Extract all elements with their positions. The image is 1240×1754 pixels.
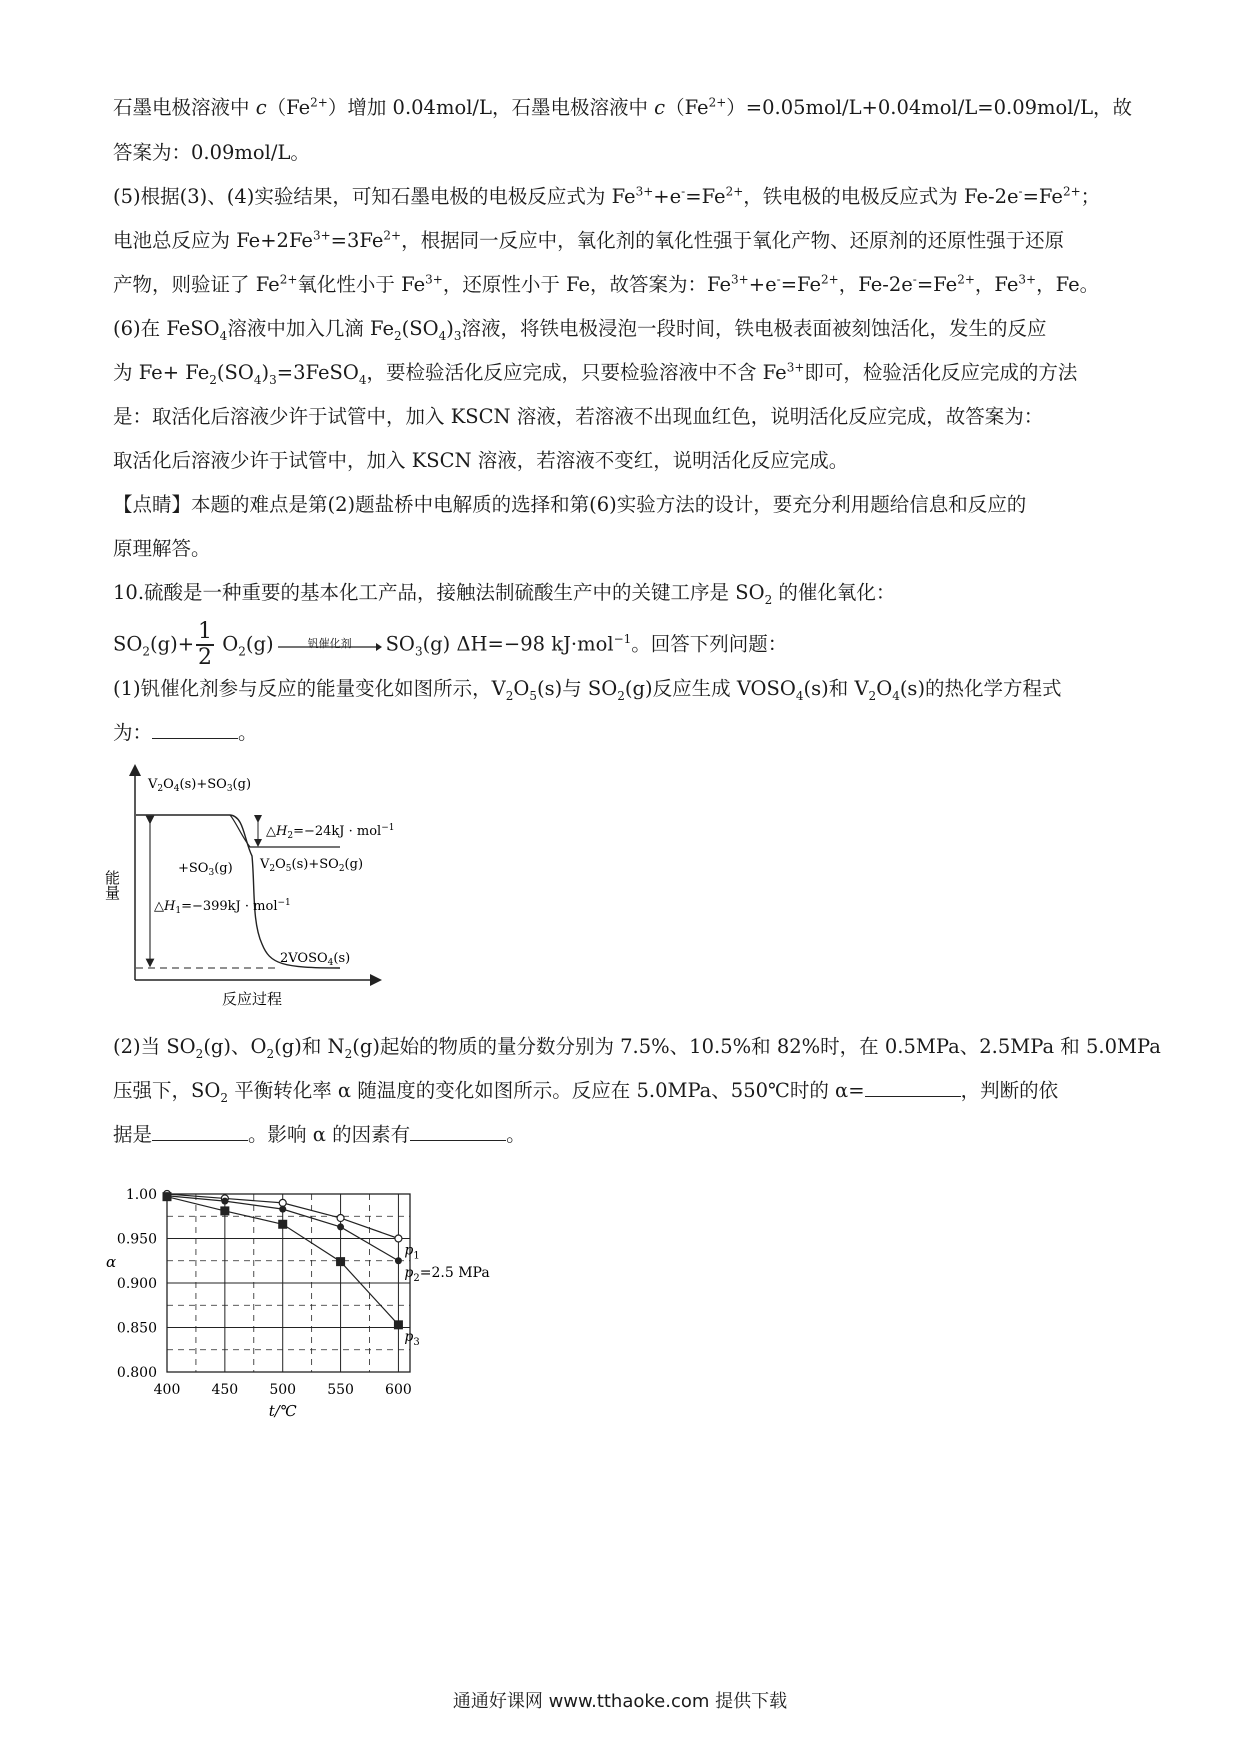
dh1-label: $\triangle H_1=-399kJ \cdot mol^{-1}$ [154, 898, 291, 916]
para-line-6: (6)在 FeSO$_4$溶液中加入几滴 $Fe_2(SO_4)_3$溶液，将铁电极浸泡一段时间，铁电极表面被刻蚀活化，发生的反应 [113, 317, 1047, 343]
data-point-p2=2.5 MPa [337, 1223, 344, 1230]
y-tick-label: 0.800 [116, 1365, 157, 1381]
fraction-one-half: $\frac{1}{2}$ [198, 619, 213, 670]
energy-diagram [103, 762, 400, 1032]
answer-blank-basis[interactable] [152, 1122, 248, 1141]
y-tick-label: 1.00 [125, 1187, 157, 1203]
x-tick-label: 600 [385, 1382, 412, 1398]
mid-species-label: $V_2O_5(s)+SO_2(g)$ [260, 857, 364, 874]
para-line-4: 电池总反应为 $Fe+2Fe^{3+}=3Fe^{2+}$，根据同一反应中，氧化剂的氧化性强于氧化产物、还原剂的还原性强于还原 [113, 228, 1065, 252]
question-2-line-3: 据是 。影响 α 的因素有 。 [113, 1123, 526, 1146]
x-axis-label: t/℃ [268, 1402, 297, 1420]
data-point-p1 [337, 1215, 344, 1222]
data-point-p2=2.5 MPa [279, 1206, 286, 1213]
y-tick-label: 0.900 [116, 1276, 157, 1292]
top-species-label: $V_2O_4(s)+SO_3(g)$ [148, 777, 252, 794]
para-line-8: 是：取活化后溶液少许于试管中，加入 KSCN 溶液，若溶液不出现血红色，说明活化反应完成，故答案为： [113, 405, 1044, 428]
alpha-vs-temperature-chart [100, 1172, 500, 1432]
answer-blank-1[interactable] [152, 720, 238, 739]
data-point-p1 [395, 1235, 402, 1242]
y-axis-label: 能量 [103, 870, 121, 900]
question-1-line-2: 为： 。 [113, 721, 258, 744]
data-point-p3 [163, 1192, 172, 1201]
para-line-10: 【点睛】本题的难点是第(2)题盐桥中电解质的选择和第(6)实验方法的设计，要充分利用题给信息和反应的 [113, 493, 1027, 516]
data-point-p1 [279, 1199, 286, 1206]
series-label-p2: $p_2=2.5$ MPa [404, 1264, 490, 1284]
x-tick-label: 400 [153, 1382, 181, 1398]
reaction-arrow: 钒催化剂 [278, 635, 382, 655]
y-axis-label: α [106, 1252, 117, 1271]
x-tick-label: 450 [211, 1382, 239, 1398]
data-point-p2=2.5 MPa [395, 1257, 402, 1264]
para-line-1: 石墨电极溶液中 $c(Fe^{2+})$增加 0.04mol/L，石墨电极溶液中 $c(Fe^{2+})=0.05mol/L+0.04mol/L=0.09mol/L$，故 [113, 95, 1133, 119]
answer-blank-alpha[interactable] [865, 1078, 961, 1097]
para-line-2: 答案为：0.09mol/L。 [113, 141, 310, 164]
plus-so3-label: $+SO_3(g)$ [178, 861, 233, 878]
question-2-line-1: (2)当 $SO_2(g)$、$O_2(g)$和 $N_2(g)$起始的物质的量分数分别为 7.5%、10.5%和 82%时，在 0.5MPa、2.5MPa 和 5.0MPa [113, 1035, 1161, 1061]
series-label-p3: $p_3$ [404, 1328, 420, 1348]
y-tick-label: 0.850 [116, 1320, 157, 1337]
para-line-11: 原理解答。 [113, 537, 211, 560]
para-line-5: 产物，则验证了 $Fe^{2+}$氧化性小于 $Fe^{3+}$，还原性小于 Fe，故答案为：$Fe^{3+}+e^-=Fe^{2+}$，$Fe-2e^-=Fe^{2+}$，$Fe^{3+}$，Fe。 [113, 272, 1100, 296]
x-tick-label: 500 [269, 1382, 297, 1398]
dh2-label: $\triangle H_2=-24kJ \cdot mol^{-1}$ [266, 823, 395, 841]
data-point-p3 [220, 1206, 229, 1215]
data-point-p3 [278, 1220, 287, 1229]
equation-line: $SO_2(g)+$ $\frac{1}{2}$ $O_2(g)$ 钒催化剂 $SO_3(g)$ ΔH=−98 kJ·mol$^{-1}$。回答下列问题： [113, 619, 788, 670]
bottom-species-label: $2VOSO_4(s)$ [280, 951, 351, 968]
data-point-p2=2.5 MPa [221, 1198, 228, 1205]
answer-blank-factors[interactable] [410, 1122, 506, 1141]
para-line-3: (5)根据(3)、(4)实验结果，可知石墨电极的电极反应式为 $Fe^{3+}+e^-=Fe^{2+}$，铁电极的电极反应式为 $Fe-2e^-=Fe^{2+}$； [113, 184, 1101, 208]
para-line-12: 10.硫酸是一种重要的基本化工产品，接触法制硫酸生产中的关键工序是 $SO_2$ 的催化氧化： [113, 581, 896, 607]
para-line-9: 取活化后溶液少许于试管中，加入 KSCN 溶液，若溶液不变红，说明活化反应完成。 [113, 449, 849, 472]
series-label-p1: $p_1$ [404, 1242, 420, 1262]
data-point-p3 [394, 1320, 403, 1329]
question-1-line-1: (1)钒催化剂参与反应的能量变化如图所示，$V_2O_5(s)$与 $SO_2(g)$反应生成 $VOSO_4(s)$和 $V_2O_4(s)$的热化学方程式 [113, 677, 1062, 703]
footer-text: 通通好课网 www.tthaoke.com 提供下载 [452, 1691, 788, 1712]
data-point-p3 [336, 1257, 345, 1266]
question-2-line-2: 压强下，$SO_2$ 平衡转化率 α 随温度的变化如图所示。反应在 5.0MPa、550℃时的 α= ，判断的依 [113, 1079, 1059, 1105]
x-tick-label: 550 [327, 1382, 354, 1398]
para-line-7: 为 $Fe+ Fe_2(SO_4)_3=3FeSO_4$，要检验活化反应完成，只要检验溶液中不含 $Fe^{3+}$即可，检验活化反应完成的方法 [113, 360, 1078, 387]
x-axis-label: 反应过程 [222, 990, 283, 1008]
y-tick-label: 0.950 [116, 1231, 157, 1248]
